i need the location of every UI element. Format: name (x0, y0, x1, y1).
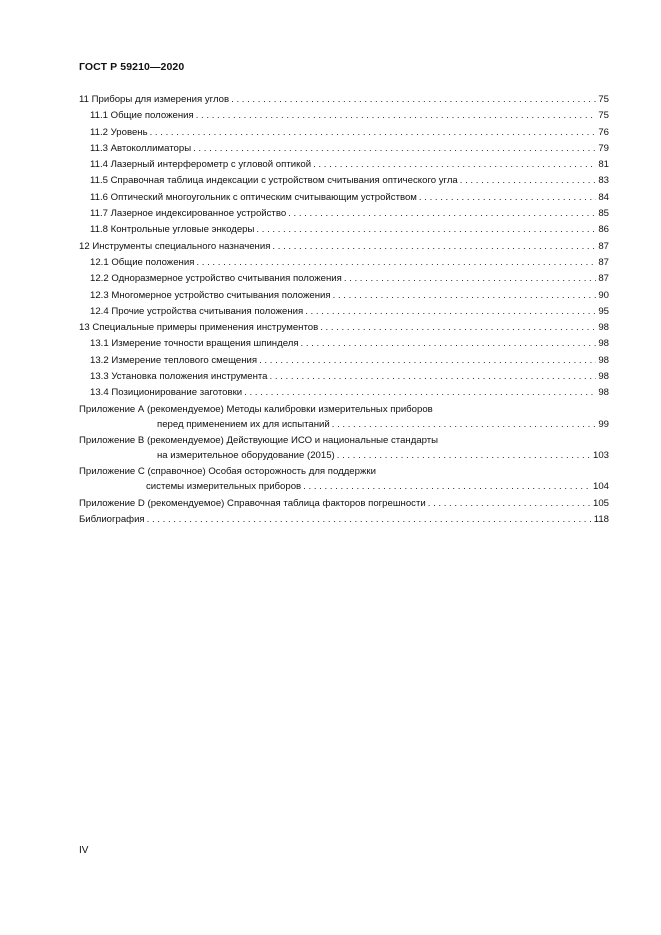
dot-leader (196, 108, 597, 124)
toc-entry-13-2[interactable]: 13.2 Измерение теплового смещения . . . 98 (79, 353, 609, 369)
toc-entry-bibliography[interactable] (79, 512, 609, 528)
dot-leader (303, 479, 591, 495)
toc-entry-title: Приложение С (справочное) Особая осторожность для поддержки (79, 466, 376, 478)
dot-leader (231, 92, 596, 108)
dot-leader (333, 288, 597, 304)
toc-entry-13[interactable] (79, 320, 609, 336)
toc-entry-page: 75 (598, 94, 609, 105)
toc-entry-12-3[interactable]: 12.3 Многомерное устройство считывания положения . . . 90 (79, 288, 609, 304)
toc-entry-11-8[interactable]: 11.8 Контрольные угловые энкодеры . . . 86 (79, 222, 609, 238)
dot-leader (196, 255, 596, 271)
toc-entry-title: Приложение D (рекомендуемое) Справочная таблица факторов погрешности (79, 497, 426, 509)
dot-leader (337, 448, 591, 464)
dot-leader (193, 141, 596, 157)
toc-entry-13-3[interactable]: 13.3 Установка положения инструмента . . . 98 (79, 369, 609, 385)
document-header: ГОСТ Р 59210—2020 (79, 61, 185, 73)
table-of-contents (79, 92, 609, 528)
dot-leader (301, 336, 597, 352)
dot-leader (332, 417, 597, 433)
toc-entry-12[interactable] (79, 239, 609, 255)
toc-entry-page: 87 (598, 240, 609, 252)
toc-entry-page: 118 (593, 513, 609, 525)
dot-leader (305, 304, 596, 320)
dot-leader (419, 190, 596, 206)
dot-leader (344, 271, 597, 287)
dot-leader (320, 320, 596, 336)
toc-entry-page: 98 (598, 322, 609, 334)
toc-entry-title-cont: перед применением их для испытаний (157, 418, 330, 430)
toc-entry-title: 11 Приборы для измерения углов (79, 94, 230, 105)
dot-leader (256, 222, 596, 238)
toc-entry-12-2[interactable]: 12.2 Одноразмерное устройство считывания положения . . . 87 (79, 271, 609, 287)
dot-leader (428, 496, 591, 512)
dot-leader (460, 173, 597, 189)
toc-entry-title: Библиография (79, 513, 145, 525)
dot-leader (313, 157, 596, 173)
toc-entry-11[interactable] (79, 92, 609, 108)
toc-entry-13-1[interactable]: 13.1 Измерение точности вращения шпинделя . . . 98 (79, 336, 609, 352)
dot-leader (244, 385, 596, 401)
dot-leader (259, 353, 596, 369)
dot-leader (272, 239, 596, 255)
toc-entry-12-1[interactable]: 12.1 Общие положения . . . 87 (79, 255, 609, 271)
toc-entry-11-7[interactable]: 11.7 Лазерное индексированное устройство . . . 85 (79, 206, 609, 222)
toc-entry-page: 103 (592, 449, 609, 461)
dot-leader (288, 206, 596, 222)
toc-entry-appendix-b[interactable] (79, 433, 609, 464)
toc-entry-11-4[interactable]: 11.4 Лазерный интерферометр с угловой оптикой . . . 81 (79, 157, 609, 173)
toc-entry-11-1[interactable]: 11.1 Общие положения . . . 75 (79, 108, 609, 124)
dot-leader (150, 125, 597, 141)
toc-entry-title-cont: системы измерительных приборов (146, 481, 302, 493)
toc-entry-page: 104 (592, 481, 609, 493)
toc-entry-page: 99 (598, 418, 609, 430)
toc-entry-title-cont: на измерительное оборудование (2015) (157, 449, 335, 461)
toc-entry-title: 12 Инструменты специального назначения (79, 240, 271, 252)
toc-entry-11-5[interactable]: 11.5 Справочная таблица индексации с устройством считывания оптического угла . . . 83 (79, 173, 609, 189)
toc-entry-11-3[interactable]: 11.3 Автоколлиматоры . . . 79 (79, 141, 609, 157)
page-number: IV (79, 845, 89, 856)
toc-entry-13-4[interactable]: 13.4 Позиционирование заготовки . . . 98 (79, 385, 609, 401)
dot-leader (147, 512, 592, 528)
dot-leader (270, 369, 597, 385)
toc-entry-appendix-d[interactable] (79, 496, 609, 512)
toc-entry-title: Приложение В (рекомендуемое) Действующие ИСО и национальные стандарты (79, 434, 439, 446)
toc-entry-title: Приложение А (рекомендуемое) Методы калибровки измерительных приборов (79, 403, 433, 415)
toc-entry-page: 105 (592, 497, 609, 509)
toc-entry-appendix-c[interactable] (79, 464, 609, 495)
toc-entry-11-6[interactable]: 11.6 Оптический многоугольник с оптическим считывающим устройством . . . 84 (79, 190, 609, 206)
toc-entry-appendix-a[interactable] (79, 402, 609, 433)
toc-entry-12-4[interactable]: 12.4 Прочие устройства считывания положения . . . 95 (79, 304, 609, 320)
toc-entry-11-2[interactable]: 11.2 Уровень . . . 76 (79, 125, 609, 141)
toc-entry-title: 13 Специальные примеры применения инструментов (79, 322, 319, 334)
